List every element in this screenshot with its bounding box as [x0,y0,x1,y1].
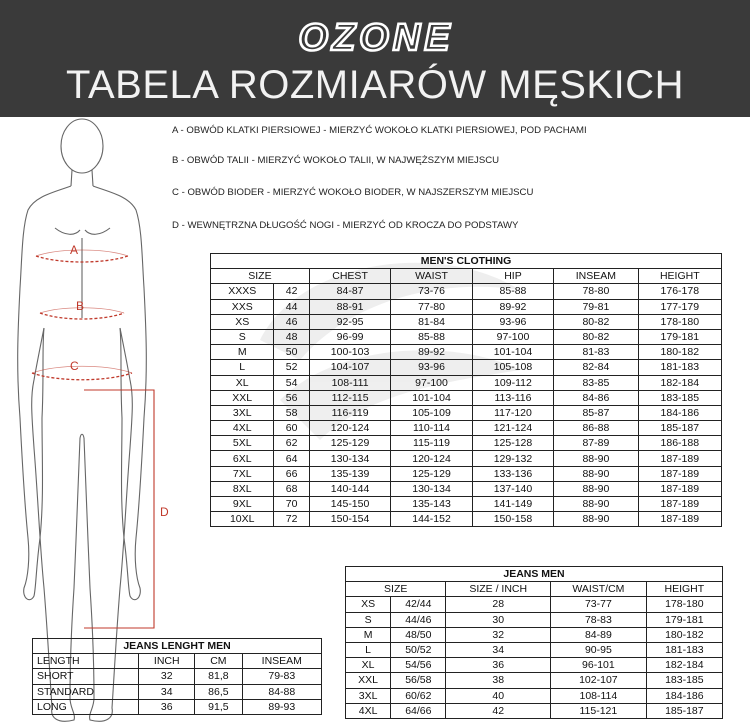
table-cell: 97-100 [472,329,553,344]
table-cell: 58 [274,405,309,420]
jl-header-cm: CM [195,654,242,669]
header-inseam: INSEAM [554,269,638,284]
table-cell: 70 [274,497,309,512]
table-cell: 90-95 [551,642,647,657]
table-cell: 54 [274,375,309,390]
jeans-header-size-inch: SIZE / INCH [446,582,551,597]
table-cell: 46 [274,314,309,329]
table-cell: 50 [274,345,309,360]
table-cell: 5XL [211,436,274,451]
table-cell: 34 [446,642,551,657]
table-cell: 88-90 [554,466,638,481]
table-cell: 129-132 [472,451,553,466]
table-row [211,314,722,329]
table-cell: 184-186 [646,688,722,703]
table-cell: 100-103 [309,345,390,360]
table-cell: 85-88 [391,329,472,344]
table-cell: 187-189 [638,481,721,496]
table-cell: 88-90 [554,497,638,512]
jeans-length-title: JEANS LENGHT MEN [33,639,322,654]
jeans-length-rows [33,669,322,715]
table-cell: SHORT [33,669,139,684]
table-cell: 28 [446,597,551,612]
table-cell: 144-152 [391,512,472,527]
table-row [211,512,722,527]
table-row [211,329,722,344]
mens-clothing-rows [211,284,722,527]
table-row [211,390,722,405]
body-outline [18,119,147,721]
table-cell: 87-89 [554,436,638,451]
table-cell: 84-86 [554,390,638,405]
body-figure [0,118,210,728]
table-row [346,642,723,657]
page-title: TABELA ROZMIARÓW MĘSKICH [66,63,684,107]
table-cell: 186-188 [638,436,721,451]
table-cell: L [211,360,274,375]
table-cell: 97-100 [391,375,472,390]
table-cell: 79-81 [554,299,638,314]
table-cell: M [211,345,274,360]
table-cell: 89-93 [242,699,321,714]
label-b: B [76,299,85,313]
table-cell: 184-186 [638,405,721,420]
table-cell: 180-182 [638,345,721,360]
table-cell: 68 [274,481,309,496]
table-cell: 120-124 [391,451,472,466]
table-cell: XL [346,658,391,673]
table-cell: 105-108 [472,360,553,375]
table-cell: 32 [446,627,551,642]
table-row [346,627,723,642]
table-cell: 125-128 [472,436,553,451]
table-cell: 72 [274,512,309,527]
table-cell: 52 [274,360,309,375]
table-cell: XXL [346,673,391,688]
table-cell: XXXS [211,284,274,299]
table-cell: 130-134 [309,451,390,466]
table-cell: 91,5 [195,699,242,714]
table-cell: 179-181 [646,612,722,627]
table-cell: 56/58 [391,673,446,688]
table-cell: 3XL [211,405,274,420]
table-cell: 83-85 [554,375,638,390]
table-cell: 145-150 [309,497,390,512]
table-row [211,421,722,436]
table-cell: 42 [446,703,551,718]
note-d: D - WEWNĘTRZNA DŁUGOŚĆ NOGI - MIERZYĆ OD KROCZA DO PODSTAWY [172,220,519,231]
table-cell: 84-89 [551,627,647,642]
jeans-men-rows [346,597,723,719]
table-cell: 42 [274,284,309,299]
table-cell: 102-107 [551,673,647,688]
table-cell: 40 [446,688,551,703]
table-cell: 88-90 [554,451,638,466]
table-cell: LONG [33,699,139,714]
table-cell: 38 [446,673,551,688]
table-row [211,375,722,390]
table-cell: 96-101 [551,658,647,673]
table-cell: 115-119 [391,436,472,451]
table-cell: 44/46 [391,612,446,627]
table-cell: 85-88 [472,284,553,299]
table-cell: 36 [139,699,195,714]
table-cell: S [211,329,274,344]
table-cell: 92-95 [309,314,390,329]
table-cell: 104-107 [309,360,390,375]
table-cell: 187-189 [638,497,721,512]
table-cell: 182-184 [638,375,721,390]
table-row [211,451,722,466]
table-cell: 79-83 [242,669,321,684]
table-cell: 183-185 [646,673,722,688]
mens-clothing-table [210,253,722,527]
table-cell: 86-88 [554,421,638,436]
table-row [211,497,722,512]
table-cell: S [346,612,391,627]
table-cell: 121-124 [472,421,553,436]
table-row [346,673,723,688]
table-cell: XXL [211,390,274,405]
table-cell: 135-143 [391,497,472,512]
table-cell: 4XL [346,703,391,718]
table-cell: L [346,642,391,657]
header-banner [0,0,750,117]
ozone-logo [265,18,487,58]
table-cell: 112-115 [309,390,390,405]
table-cell: 113-116 [472,390,553,405]
table-cell: 181-183 [638,360,721,375]
table-cell: 78-80 [554,284,638,299]
table-cell: 84-87 [309,284,390,299]
table-cell: 32 [139,669,195,684]
table-cell: 116-119 [309,405,390,420]
table-cell: 42/44 [391,597,446,612]
table-cell: 6XL [211,451,274,466]
table-cell: 34 [139,684,195,699]
table-cell: 10XL [211,512,274,527]
table-cell: 89-92 [391,345,472,360]
table-cell: 182-184 [646,658,722,673]
table-row [211,405,722,420]
table-cell: 88-91 [309,299,390,314]
table-cell: 88-90 [554,481,638,496]
table-cell: 93-96 [391,360,472,375]
table-cell: 101-104 [472,345,553,360]
note-a: A - OBWÓD KLATKI PIERSIOWEJ - MIERZYĆ WOKOŁO KLATKI PIERSIOWEJ, POD PACHAMI [172,125,587,136]
table-cell: 50/52 [391,642,446,657]
table-cell: 82-84 [554,360,638,375]
table-cell: 84-88 [242,684,321,699]
table-cell: 48/50 [391,627,446,642]
table-cell: 78-83 [551,612,647,627]
jl-header-inch: INCH [139,654,195,669]
table-cell: 81-84 [391,314,472,329]
table-row [211,360,722,375]
table-cell: 177-179 [638,299,721,314]
table-row [346,597,723,612]
table-cell: STANDARD [33,684,139,699]
table-cell: 185-187 [638,421,721,436]
table-cell: 125-129 [391,466,472,481]
table-cell: 64/66 [391,703,446,718]
table-cell: 73-77 [551,597,647,612]
table-cell: 183-185 [638,390,721,405]
table-cell: 185-187 [646,703,722,718]
table-cell: 181-183 [646,642,722,657]
table-cell: XS [346,597,391,612]
table-cell: 176-178 [638,284,721,299]
table-row [211,345,722,360]
table-row [33,699,322,714]
table-cell: 30 [446,612,551,627]
label-d: D [160,505,169,519]
table-row [211,481,722,496]
table-cell: 108-111 [309,375,390,390]
table-cell: 62 [274,436,309,451]
table-cell: 150-158 [472,512,553,527]
label-a: A [70,243,79,257]
table-cell: 60 [274,421,309,436]
table-cell: 44 [274,299,309,314]
table-cell: 4XL [211,421,274,436]
header-waist: WAIST [391,269,472,284]
table-row [346,688,723,703]
jeans-header-waist: WAIST/CM [551,582,647,597]
table-cell: 56 [274,390,309,405]
jeans-length-table [32,638,322,715]
table-cell: 133-136 [472,466,553,481]
note-c: C - OBWÓD BIODER - MIERZYĆ WOKOŁO BIODER, W NAJSZERSZYM MIEJSCU [172,187,534,198]
table-cell: 125-129 [309,436,390,451]
table-cell: 187-189 [638,451,721,466]
table-cell: 117-120 [472,405,553,420]
table-cell: 180-182 [646,627,722,642]
table-cell: 64 [274,451,309,466]
table-cell: 8XL [211,481,274,496]
table-cell: 85-87 [554,405,638,420]
header-height: HEIGHT [638,269,721,284]
table-cell: 81-83 [554,345,638,360]
jeans-header-height: HEIGHT [646,582,722,597]
logo-text: OZONE [298,18,454,58]
jeans-header-size: SIZE [346,582,446,597]
table-cell: 48 [274,329,309,344]
table-row [346,658,723,673]
jeans-men-title: JEANS MEN [346,567,723,582]
table-cell: 73-76 [391,284,472,299]
table-row [33,669,322,684]
label-c: C [70,359,79,373]
table-row [211,436,722,451]
table-cell: 36 [446,658,551,673]
table-cell: 150-154 [309,512,390,527]
table-cell: 86,5 [195,684,242,699]
table-cell: 178-180 [646,597,722,612]
table-cell: XXS [211,299,274,314]
table-cell: 108-114 [551,688,647,703]
table-cell: 179-181 [638,329,721,344]
table-cell: 141-149 [472,497,553,512]
table-cell: 80-82 [554,314,638,329]
table-cell: 93-96 [472,314,553,329]
table-cell: 7XL [211,466,274,481]
header-size: SIZE [211,269,310,284]
table-cell: M [346,627,391,642]
table-cell: 130-134 [391,481,472,496]
jl-header-length: LENGTH [33,654,139,669]
table-row [346,703,723,718]
table-cell: 96-99 [309,329,390,344]
table-cell: 135-139 [309,466,390,481]
table-cell: 77-80 [391,299,472,314]
table-row [211,284,722,299]
jl-header-inseam: INSEAM [242,654,321,669]
table-cell: 9XL [211,497,274,512]
table-cell: 115-121 [551,703,647,718]
table-cell: 66 [274,466,309,481]
table-cell: 120-124 [309,421,390,436]
header-hip: HIP [472,269,553,284]
mens-clothing-title: MEN'S CLOTHING [211,254,722,269]
table-cell: 109-112 [472,375,553,390]
note-b: B - OBWÓD TALII - MIERZYĆ WOKOŁO TALII, W NAJWĘŻSZYM MIEJSCU [172,155,500,166]
table-row [211,466,722,481]
table-cell: 80-82 [554,329,638,344]
table-cell: 81,8 [195,669,242,684]
table-cell: XL [211,375,274,390]
table-cell: 88-90 [554,512,638,527]
table-cell: 54/56 [391,658,446,673]
table-row [211,299,722,314]
table-row [33,684,322,699]
table-cell: 178-180 [638,314,721,329]
table-cell: 187-189 [638,466,721,481]
table-cell: 137-140 [472,481,553,496]
table-row [346,612,723,627]
table-cell: 3XL [346,688,391,703]
table-cell: 101-104 [391,390,472,405]
table-cell: 89-92 [472,299,553,314]
table-cell: 60/62 [391,688,446,703]
table-cell: XS [211,314,274,329]
table-cell: 140-144 [309,481,390,496]
table-cell: 110-114 [391,421,472,436]
header-chest: CHEST [309,269,390,284]
table-cell: 187-189 [638,512,721,527]
jeans-men-table [345,566,723,719]
table-cell: 105-109 [391,405,472,420]
